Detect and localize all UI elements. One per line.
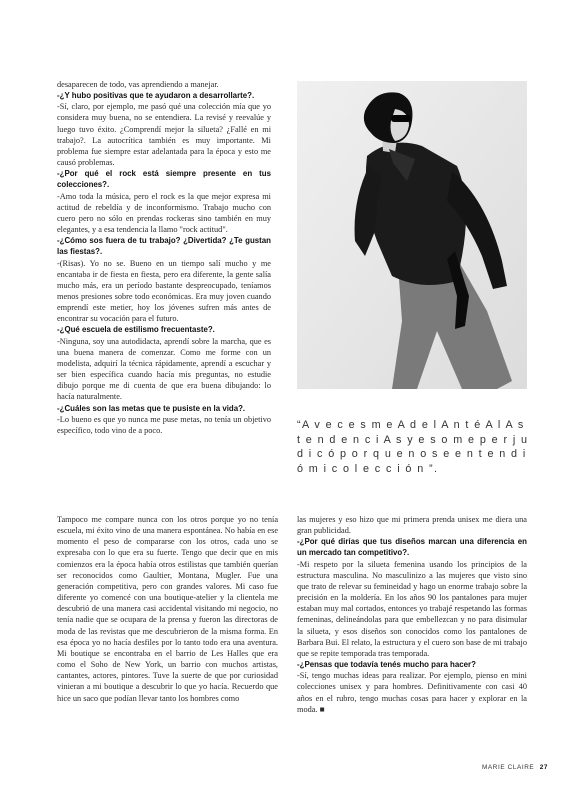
interview-answer: -Mi respeto por la silueta femenina usando los principios de la estructura masculina. No masculinizo a las mujeres que visto sino que trato de relevar su femineidad y hago un enorme trabajo sobre la precisión en la moldería. En los años 90 los pantalones para mujer estaban muy mal cortados, entonces yo trabajé respetando las formas femeninas, delineándolas para que embellezcan y no para disimular la silueta, y esos diseños son conocidos como los pantalones de Barbara Bui. El relato, la estructura y el cuero son base de mi trabajo que se repite temporada tras temporada.	[297, 559, 527, 658]
interview-question: -¿Qué escuela de estilismo frecuentaste?.	[57, 325, 215, 335]
interview-answer: desaparecen de todo, vas aprendiendo a manejar.	[57, 80, 219, 89]
page-number: 27	[539, 764, 549, 771]
interview-answer: -(Risas). Yo no se. Bueno en un tiempo salí mucho y me encantaba ir de fiesta en fiesta, pero era diferente, la gente salía mucho más, era un período bastante despreocupado, teníamos menos presiones sobre todo económicas. Era muy joven cuando emprendí este metier, hoy los jóvenes sufren más antes de encontrar su vocación para el futuro.	[57, 258, 271, 324]
interview-question: -¿Por qué el rock está siempre presente en tus colecciones?.	[57, 169, 271, 190]
interview-answer: -Amo toda la música, pero el rock es la que mejor expresa mi actitud de rebeldía y de inconformismo. Trabajo mucho con cuero pero no sólo en prendas rockeras sino también en muy elegantes, y a esa tendencia la llamo "rock actitud".	[57, 191, 271, 235]
page-footer	[482, 764, 548, 771]
portrait-photo	[297, 81, 527, 389]
interview-question: -¿Y hubo positivas que te ayudaron a desarrollarte?.	[57, 91, 255, 101]
interview-question: -¿Pensas que todavía tenés mucho para hacer?	[297, 660, 476, 670]
article-column-bottom-left	[57, 514, 278, 704]
interview-answer: -Ninguna, soy una autodidacta, aprendí sobre la marcha, que es una buena manera de comenzar. Como me forme con un modelista, adquirí la técnica rápidamente, aprendí a escuchar y ser bien específica cuando hacía mis preguntas, no estudie dibujo porque me di cuenta de que era buena dibujando: lo hacía naturalmente.	[57, 336, 271, 402]
interview-answer: -Lo bueno es que yo nunca me puse metas, no tenía un objetivo específico, todo vino de a poco.	[57, 414, 271, 435]
pull-quote: “A v e c e s m e A d e l A n t é A l A s t e n d e n c i A s y e s o m e p e r j u d i c ó p o r q u e n o s e e n t e n d i ó m i c o l e c c i ó n ”.	[297, 419, 529, 475]
interview-answer: -Sí, claro, por ejemplo, me pasó qué una colección mía que yo considera muy buena, no se entendiera. La revisé y reevalúe y luego tuvo éxito. ¿Comprendí mejor la silueta? ¿Fallé en mi trabajo?. La autocrítica también es muy importante. Mi problema fue siempre estar adelantada para la época y esto me causó problemas.	[57, 102, 271, 168]
interview-answer: Tampoco me compare nunca con los otros porque yo no tenía escuela, mi éxito vino de una manera espontánea. No había en ese momento el peso de compararse con los otros, cada uno se expresaba con lo que era su fuerte. Tengo que decir que en mis comienzos era la época había otros estilistas que también querían ser reconocidos como Gaultier, Montana, Mugler. Fue una generación competitiva, pero con grandes valores. Mi caso fue diferente yo comencé con una boutique-atelier y la clientela me descubrió de una manera casi accidental visitando mi negocio, no tenía nadie que se ocupara de la prensa y fueron las directoras de moda de las revistas que me descubrieron de la misma forma. En esa época yo no hacía desfiles por lo tanto todo era una aventura. Mi boutique se encontraba en el barrio de Les Halles que era como el Soho de New York, un barrio con muchos artistas, cantantes, actores, pintores. Tuve la suerte de que por curiosidad vinieran a mi boutique a descubrir lo que yo hacía. Recuerdo que hice un saco que podían llevar tanto los hombres como	[57, 515, 278, 703]
magazine-name: MARIE CLAIRE	[482, 764, 535, 771]
interview-answer: -Sí, tengo muchas ideas para realizar. Por ejemplo, pienso en mini colecciones unisex y para hombres. Definitivamente con casi 40 años en el rubro, tengo muchas cosas para hacer y explorar en la moda. ■	[297, 671, 527, 714]
article-column-top-left	[57, 79, 271, 436]
interview-answer: las mujeres y eso hizo que mi primera prenda unisex me diera una gran publicidad.	[297, 515, 527, 536]
interview-question: -¿Por qué dirías que tus diseños marcan una diferencia en un mercado tan competitivo?.	[297, 537, 527, 558]
article-column-bottom-right	[297, 514, 527, 715]
interview-question: -¿Cómo sos fuera de tu trabajo? ¿Divertida? ¿Te gustan las fiestas?.	[57, 236, 271, 257]
interview-question: -¿Cuáles son las metas que te pusiste en la vida?.	[57, 403, 246, 413]
